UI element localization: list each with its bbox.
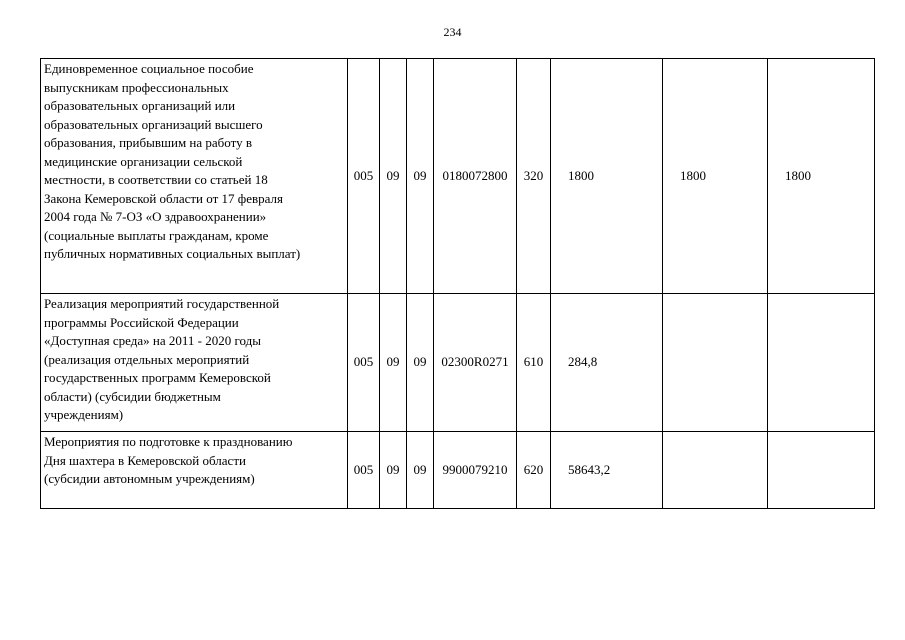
- expense-type-cell: 610: [517, 294, 551, 432]
- section-code-cell: 09: [380, 59, 407, 294]
- row-description: [41, 294, 348, 432]
- description-line: программы Российской Федерации: [44, 314, 239, 330]
- ministry-code-cell: 005: [348, 432, 380, 509]
- description-line: Единовременное социальное пособие: [44, 61, 254, 76]
- subsection-code-cell: 09: [407, 59, 434, 294]
- target-article-cell: 9900079210: [434, 432, 517, 509]
- ministry-code-cell: 005: [348, 294, 380, 432]
- amount-3-cell: [768, 432, 875, 509]
- description-line: выпускникам профессиональных: [44, 79, 229, 95]
- description-line: Дня шахтера в Кемеровской области: [44, 452, 246, 468]
- amount-2-cell: [663, 294, 768, 432]
- amount-3-cell: 1800: [768, 59, 875, 294]
- expense-type-cell: 320: [517, 59, 551, 294]
- ministry-code-cell: 005: [348, 59, 380, 294]
- description-line: Реализация мероприятий государственной: [44, 296, 280, 311]
- page-number: 234: [443, 25, 462, 39]
- amount-3-cell: [768, 294, 875, 432]
- description-line: «Доступная среда» на 2011 - 2020 годы: [44, 333, 261, 348]
- description-line: государственных программ Кемеровской: [44, 370, 271, 385]
- subsection-code-cell: 09: [407, 432, 434, 509]
- amount-1-cell: 58643,2: [551, 432, 663, 509]
- section-code-cell: 09: [380, 294, 407, 432]
- description-line: образования, прибывшим на работу в: [44, 135, 253, 150]
- table-row: [41, 294, 875, 432]
- amount-1-cell: 1800: [551, 59, 663, 294]
- table-row: [41, 59, 875, 294]
- description-line: Закона Кемеровской области от 17 февраля: [44, 190, 283, 206]
- description-line: (реализация отдельных мероприятий: [44, 351, 250, 367]
- description-line: Мероприятия по подготовке к празднованию: [44, 434, 293, 449]
- section-code-cell: 09: [380, 432, 407, 509]
- description-line: местности, в соответствии со статьей 18: [44, 172, 268, 187]
- target-article-cell: 02300R0271: [434, 294, 517, 432]
- row-description: [41, 432, 348, 509]
- description-line: медицинские организации сельской: [44, 153, 243, 169]
- description-line: учреждениям): [44, 407, 124, 422]
- description-line: образовательных организаций высшего: [44, 116, 263, 132]
- description-line: (социальные выплаты гражданам, кроме: [44, 227, 269, 243]
- table-row: [41, 432, 875, 509]
- row-description: [41, 59, 348, 294]
- description-line: образовательных организаций или: [44, 98, 236, 113]
- budget-table: [40, 58, 875, 509]
- description-line: публичных нормативных социальных выплат): [44, 246, 301, 261]
- target-article-cell: 0180072800: [434, 59, 517, 294]
- description-line: 2004 года № 7-ОЗ «О здравоохранении»: [44, 209, 267, 224]
- description-line: области) (субсидии бюджетным: [44, 388, 221, 404]
- subsection-code-cell: 09: [407, 294, 434, 432]
- description-line: (субсидии автономным учреждениям): [44, 471, 255, 486]
- expense-type-cell: 620: [517, 432, 551, 509]
- amount-1-cell: 284,8: [551, 294, 663, 432]
- amount-2-cell: [663, 432, 768, 509]
- amount-2-cell: 1800: [663, 59, 768, 294]
